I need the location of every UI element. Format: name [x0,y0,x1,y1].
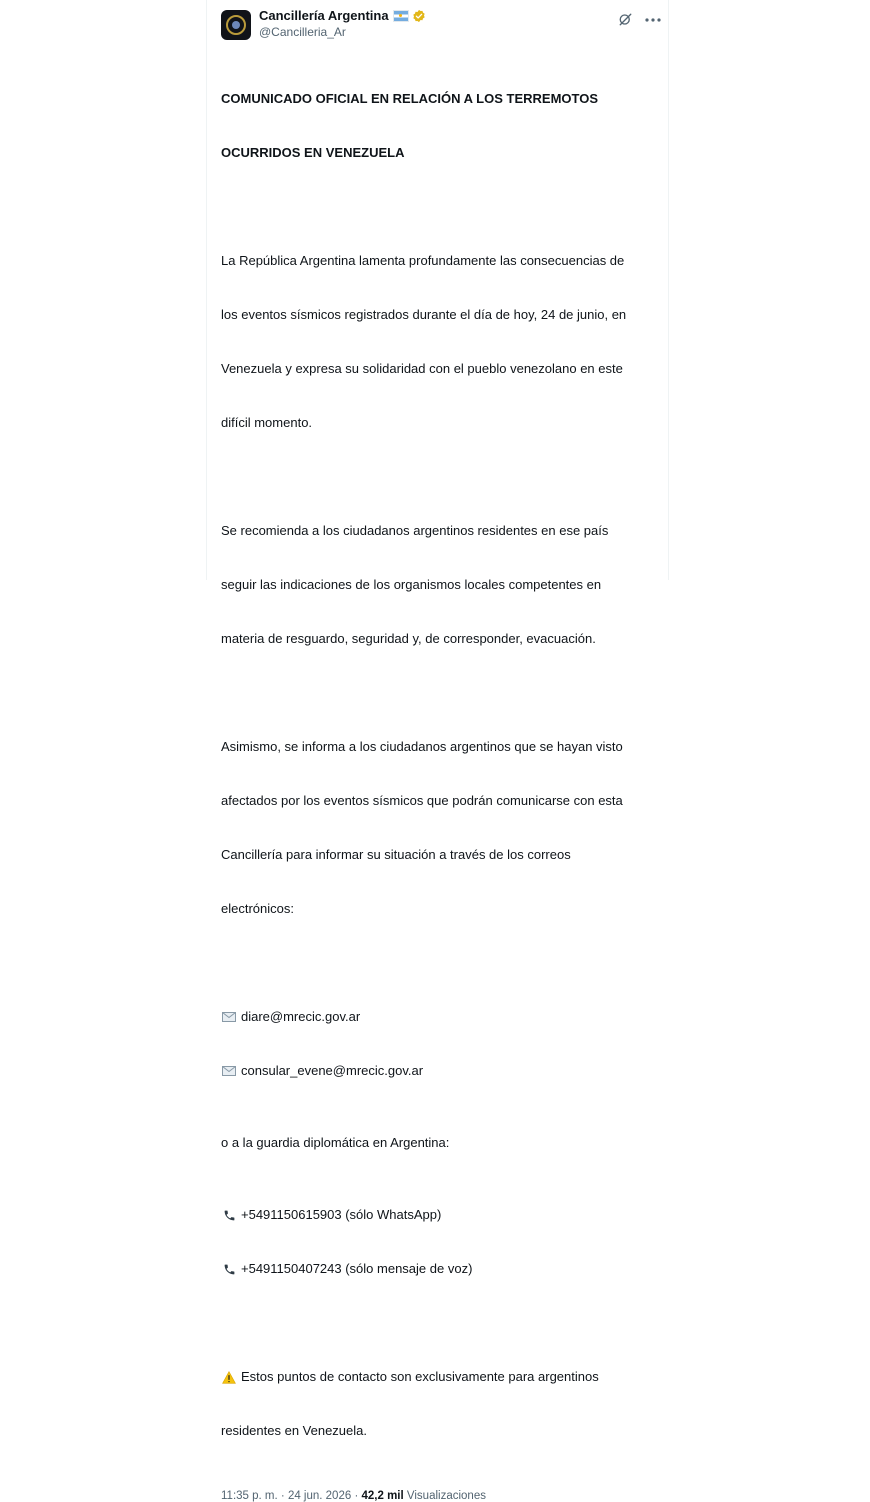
argentina-flag-icon [393,10,409,22]
paragraph-recommendation [221,486,661,684]
email-item [221,1062,661,1080]
seal-icon [226,15,246,35]
post-date[interactable]: 24 jun. 2026 [287,1490,352,1502]
post-headline [221,54,661,198]
column-border-right [668,0,669,580]
author-name[interactable]: Cancillería Argentina [259,8,389,23]
verified-badge-icon[interactable] [412,9,426,23]
text-line: Cancillería para informar su situación a través de los correos [221,847,571,862]
more-icon[interactable] [645,18,661,22]
text-line: Asimismo, se informa a los ciudadanos argentinos que se hayan visto [221,739,623,754]
meta-separator: · [280,1490,285,1502]
warning-icon [221,1371,237,1384]
headline-line: COMUNICADO OFICIAL EN RELACIÓN A LOS TERREMOTOS [221,91,599,106]
meta-separator: · [354,1490,359,1502]
views-count: 42,2 mil [361,1490,404,1502]
post-header [221,8,661,48]
text-line: electrónicos: [221,901,294,916]
phone-icon [221,1209,237,1222]
phone-item [221,1260,661,1278]
email-item [221,1008,661,1026]
phone-list [221,1170,661,1314]
text-line: seguir las indicaciones de los organismos locales competentes en [221,577,602,592]
guardia-line: o a la guardia diplomática en Argentina: [221,1135,450,1150]
column-border-left [206,0,207,580]
email-address[interactable]: diare@mrecic.gov.ar [241,1009,361,1024]
email-list [221,972,661,1116]
phone-icon [221,1263,237,1276]
text-line: La República Argentina lamenta profundamente las consecuencias de [221,253,625,268]
phone-number: +5491150407243 (sólo mensaje de voz) [241,1261,473,1276]
text-line: afectados por los eventos sísmicos que podrán comunicarse con esta [221,793,623,808]
text-line: materia de resguardo, seguridad y, de corresponder, evacuación. [221,631,596,646]
headline-line: OCURRIDOS EN VENEZUELA [221,145,405,160]
grok-icon[interactable] [618,12,633,27]
paragraph-condolences [221,216,661,468]
post-time[interactable]: 11:35 p. m. [221,1490,278,1502]
views-label: Visualizaciones [406,1490,486,1502]
header-actions [618,12,661,27]
phone-item [221,1206,661,1224]
author-handle[interactable]: @Cancilleria_Ar [259,25,346,39]
post [221,8,661,1502]
paragraph-contact-info [221,702,661,954]
text-line: los eventos sísmicos registrados durante el día de hoy, 24 de junio, en [221,307,627,322]
envelope-icon [221,1012,237,1022]
warning-block [221,1332,661,1476]
author-block [259,8,426,40]
envelope-icon [221,1066,237,1076]
email-address[interactable]: consular_evene@mrecic.gov.ar [241,1063,424,1078]
text-line: Se recomienda a los ciudadanos argentinos residentes en ese país [221,523,609,538]
avatar[interactable] [221,10,251,40]
text-line: difícil momento. [221,415,313,430]
warning-line [221,1368,661,1386]
post-meta [221,1490,661,1502]
phone-number: +5491150615903 (sólo WhatsApp) [241,1207,442,1222]
warning-text: residentes en Venezuela. [221,1423,367,1438]
warning-text: Estos puntos de contacto son exclusivamente para argentinos [241,1369,599,1384]
text-line: Venezuela y expresa su solidaridad con el pueblo venezolano en este [221,361,623,376]
